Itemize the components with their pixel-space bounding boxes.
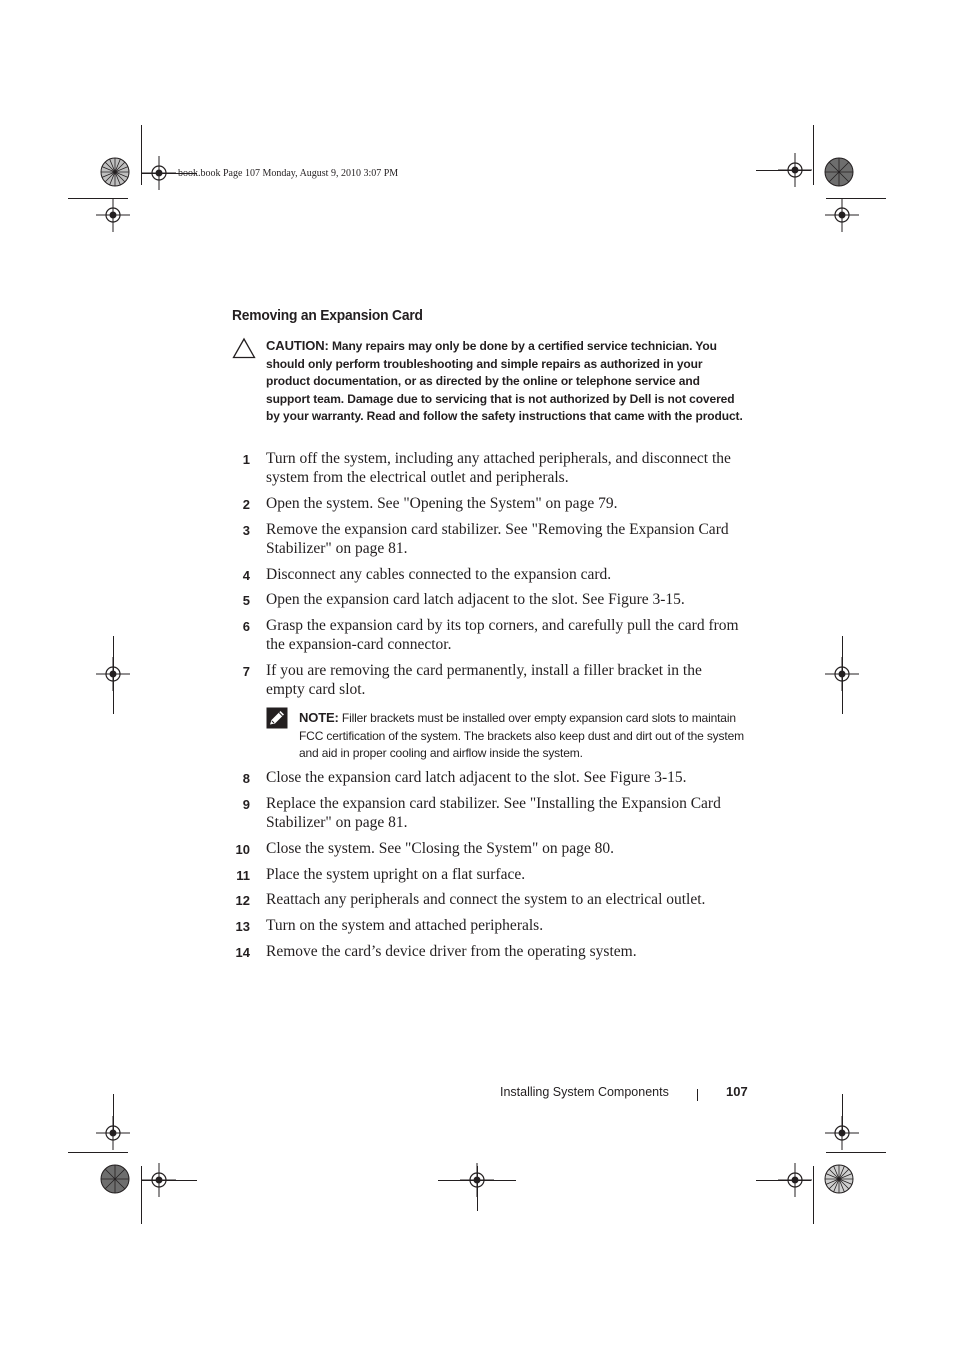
- color-bar-star-icon: [100, 157, 130, 187]
- step-number: 4: [242, 568, 250, 583]
- color-bar-star-icon: [824, 157, 854, 187]
- step-text: Close the expansion card latch adjacent to the slot. See Figure 3-15.: [266, 769, 687, 786]
- step-number: 5: [242, 593, 250, 608]
- crop-line: [813, 125, 814, 185]
- step-number: 14: [235, 945, 250, 960]
- step-number: 2: [242, 497, 250, 512]
- step-number: 7: [242, 664, 250, 679]
- step-number: 12: [235, 893, 250, 908]
- crop-line: [842, 1094, 843, 1134]
- page-title: Removing an Expansion Card: [232, 307, 423, 324]
- step-number: 13: [235, 919, 250, 934]
- step-text: Place the system upright on a flat surface.: [266, 866, 526, 883]
- step-text: Disconnect any cables connected to the expansion card.: [266, 566, 612, 583]
- color-bar-star-icon: [100, 1164, 130, 1194]
- step-number: 11: [236, 868, 250, 883]
- step-number: 3: [242, 523, 250, 538]
- step-number: 6: [242, 619, 250, 634]
- step-text: Reattach any peripherals and connect the system to an electrical outlet.: [266, 891, 706, 908]
- caution-label: CAUTION:: [266, 338, 329, 353]
- crop-line: [113, 636, 114, 714]
- footer-section-title: Installing System Components: [500, 1085, 669, 1099]
- registration-crosshair-icon: [96, 198, 130, 232]
- crop-line: [756, 1180, 811, 1181]
- crop-line: [142, 1180, 197, 1181]
- step-text: Turn off the system, including any attached peripherals, and disconnect the system from the electrical outlet and peripherals.: [266, 450, 731, 486]
- crop-line: [68, 1152, 128, 1153]
- step-number: 9: [242, 797, 250, 812]
- caution-notice: [266, 337, 746, 426]
- caution-text: Many repairs may only be done by a certified service technician. You should only perform troubleshooting and simple repairs as authorized in your product documentation, or as directed by the online or telephone service and support team. Damage due to servicing that is not authorized by Dell is not covered by your warranty. Read and follow the safety instructions that came with the product.: [266, 339, 743, 424]
- registration-crosshair-icon: [825, 198, 859, 232]
- print-slug: book.book Page 107 Monday, August 9, 2010 3:07 PM: [178, 168, 399, 179]
- crop-line: [826, 1152, 886, 1153]
- crop-line: [756, 170, 811, 171]
- step-number: 8: [242, 771, 250, 786]
- step-text: Remove the card’s device driver from the operating system.: [266, 943, 637, 960]
- step-text: Grasp the expansion card by its top corners, and carefully pull the card from the expansion-card connector.: [266, 617, 739, 653]
- footer-divider: [697, 1089, 698, 1101]
- step-number: 10: [235, 842, 250, 857]
- step-text: Open the expansion card latch adjacent to the slot. See Figure 3-15.: [266, 591, 685, 608]
- note-pencil-icon: [266, 707, 288, 729]
- step-text: Remove the expansion card stabilizer. See "Removing the Expansion Card Stabilizer" on page 81.: [266, 521, 729, 557]
- page-number: 107: [726, 1084, 748, 1099]
- caution-triangle-icon: [232, 337, 256, 359]
- crop-line: [113, 1094, 114, 1134]
- crop-line: [842, 636, 843, 714]
- step-text: If you are removing the card permanently, install a filler bracket in the empty card slot.: [266, 662, 702, 698]
- note-label: NOTE:: [299, 710, 339, 725]
- step-number: 1: [242, 452, 250, 467]
- color-bar-star-icon: [824, 1164, 854, 1194]
- step-text: Close the system. See "Closing the System" on page 80.: [266, 840, 615, 857]
- note-notice: [299, 709, 749, 763]
- crop-line: [813, 1166, 814, 1224]
- crop-line: [477, 1166, 478, 1211]
- step-text: Open the system. See "Opening the System" on page 79.: [266, 495, 618, 512]
- step-text: Turn on the system and attached peripherals.: [266, 917, 544, 934]
- note-text: Filler brackets must be installed over empty expansion card slots to maintain FCC certification of the system. The brackets also keep dust and dirt out of the system and aid in proper cooling and airflow inside the system.: [299, 711, 744, 761]
- step-text: Replace the expansion card stabilizer. See "Installing the Expansion Card Stabilizer" on page 81.: [266, 795, 721, 831]
